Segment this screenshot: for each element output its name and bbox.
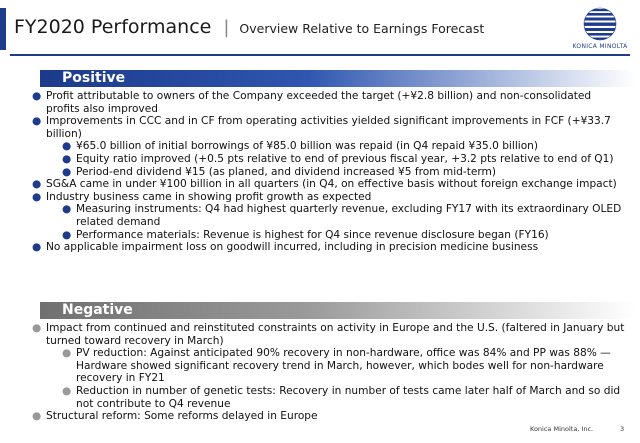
negative-list [28,322,628,423]
bullet-icon: ● [32,322,42,334]
bullet-icon: ● [62,228,72,241]
list-item: ● Improvements in CCC and in CF from operating activities yielded significant improvements in FCF (+¥33.7 billion) ● ¥65.0 billion of initial borrowings of ¥85.0 billion was repaid (in Q4 repaid ¥35.0 billion) ● Equity ratio improved (+0.5 pts relative to end of previous fiscal year, +3.2 pts relative to end of Q1) ● Period-end dividend ¥15 (as planed, and dividend increased ¥5 from mid-term) [28,115,628,178]
sub-list-item: ● Performance materials: Revenue is highest for Q4 since revenue disclosure began (FY16) [62,228,549,241]
sub-list-item: ● Measuring instruments: Q4 had highest quarterly revenue, excluding FY17 with its extraordinary OLED related demand [62,203,622,228]
list-item: ● Structural reform: Some reforms delayed in Europe [32,410,318,423]
negative-heading: Negative [40,302,635,319]
sub-list-item: ● PV reduction: Against anticipated 90% recovery in non-hardware, office was 84% and PP was 88% — Hardware showed significant recovery trend in March, however, which bodes well for non-hardware recovery in FY21 [62,347,611,385]
title-separator: | [223,17,230,38]
list-item: ● No applicable impairment loss on goodwill incurred, including in precision medicine business [32,241,539,254]
bullet-icon: ● [62,165,72,178]
list-item: ● Industry business came in showing profit growth as expected ● Measuring instruments: Q4 had highest quarterly revenue, excluding FY17 with its extraordinary OLED related demand ● Performance materials: Revenue is highest for Q4 since revenue disclosure began (FY16) [28,191,628,241]
sub-list-item: ● Reduction in number of genetic tests: Recovery in number of tests came later half of March and so did not contribute to Q4 revenue [62,384,621,410]
page-number: 3 [620,425,625,433]
bullet-icon: ● [62,152,72,165]
footer-company: Konica Minolta, Inc. [530,425,594,433]
bullet-icon: ● [32,410,42,423]
title-accent-bar [0,8,6,50]
bullet-icon: ● [62,140,72,153]
header [14,16,484,38]
bullet-icon: ● [62,203,72,216]
sub-list-item: ● Period-end dividend ¥15 (as planed, and dividend increased ¥5 from mid-term) [62,165,496,178]
list-item: ● Impact from continued and reinstituted constraints on activity in Europe and the U.S. (faltered in January but turned toward recovery in March) ● PV reduction: Against anticipated 90% recovery in non-hardware, office was 84% and PP was 88% — Hardware showed significant recovery trend in March, however, which bodes well for non-hardware recovery in FY21 ● Reduction in number of genetic tests: Recovery in number of tests came later half of March and so did not contribute to Q4 revenue [28,322,628,410]
sub-list-item: ● Equity ratio improved (+0.5 pts relative to end of previous fiscal year, +3.2 pts relative to end of Q1) [62,152,614,165]
konica-minolta-logo [566,6,634,50]
positive-heading: Positive [40,70,635,87]
list-item: ● Profit attributable to owners of the Company exceeded the target (+¥2.8 billion) and non-consolidated profits also improved [32,90,592,115]
page-subtitle: Overview Relative to Earnings Forecast [239,21,485,36]
list-item: ● SG&A came in under ¥100 billion in all quarters (in Q4, on effective basis without foreign exchange impact) [32,178,617,191]
bullet-icon: ● [32,190,42,203]
bullet-icon: ● [32,115,42,128]
bullet-icon: ● [62,384,72,397]
globe-logo-icon [582,6,618,42]
sub-list-item: ● ¥65.0 billion of initial borrowings of ¥85.0 billion was repaid (in Q4 repaid ¥35.0 billion) [62,140,539,153]
page-title: FY2020 Performance [14,16,212,38]
bullet-icon: ● [32,90,42,102]
logo-wordmark: KONICA MINOLTA [572,43,628,50]
header-rule [10,54,630,56]
bullet-icon: ● [32,178,42,191]
bullet-icon: ● [32,241,42,254]
positive-list [28,90,628,254]
bullet-icon: ● [62,347,72,360]
